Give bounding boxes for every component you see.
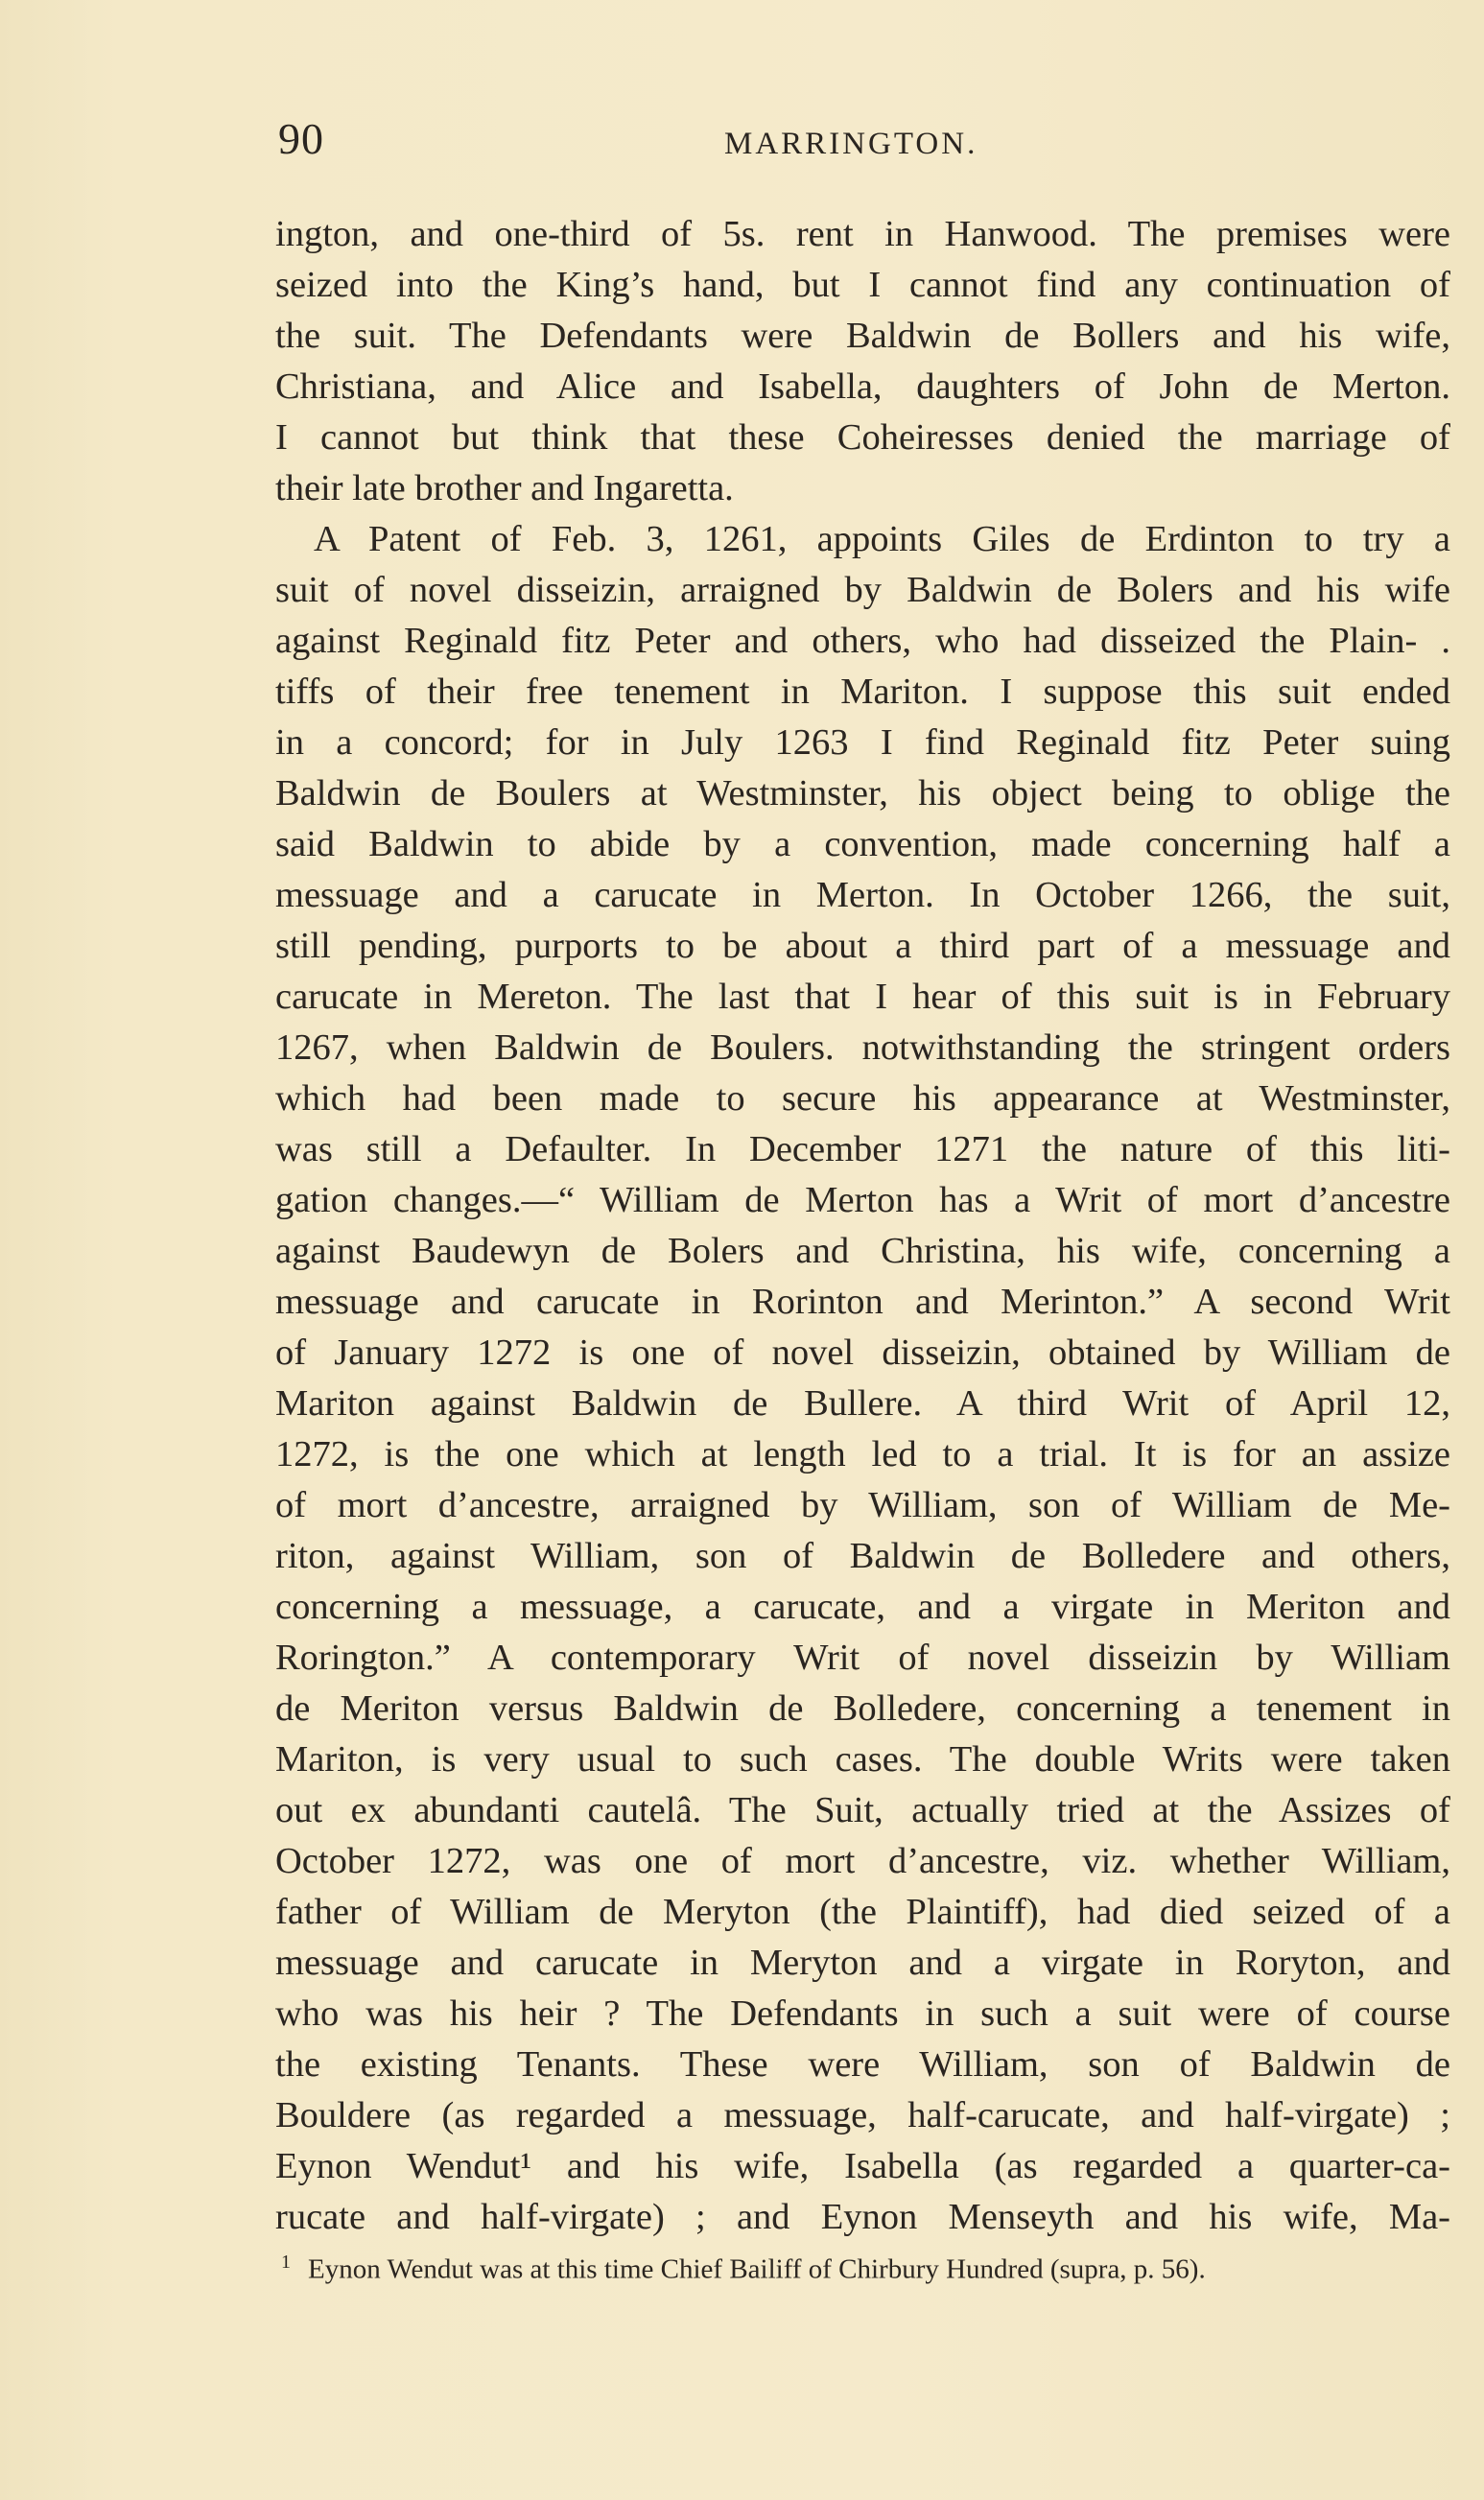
text-line: suit of novel disseizin, arraigned by Baldwin de Bolers and his wife: [275, 570, 1450, 610]
text-line: out ex abundanti cautelâ. The Suit, actually tried at the Assizes of: [275, 1790, 1450, 1830]
text-line: messuage and carucate in Rorinton and Merinton.” A second Writ: [275, 1282, 1450, 1322]
text-line: Rorington.” A contemporary Writ of novel disseizin by William: [275, 1638, 1450, 1678]
text-line: still pending, purports to be about a third part of a messuage and: [275, 926, 1450, 966]
body-text: [275, 209, 1450, 2243]
text-line: seized into the King’s hand, but I cannot find any continuation of: [275, 265, 1450, 305]
text-line: their late brother and Ingaretta.: [275, 468, 734, 508]
text-line: 1267, when Baldwin de Boulers. notwithstanding the stringent orders: [275, 1027, 1450, 1068]
text-line: tiffs of their free tenement in Mariton. I suppose this suit ended: [275, 672, 1450, 712]
running-title: MARRINGTON.: [724, 127, 978, 161]
text-line: father of William de Meryton (the Plaintiff), had died seized of a: [275, 1892, 1450, 1932]
text-line: Christiana, and Alice and Isabella, daughters of John de Merton.: [275, 366, 1450, 407]
text-line: of mort d’ancestre, arraigned by William, son of William de Me-: [275, 1485, 1450, 1525]
text-line: carucate in Mereton. The last that I hear of this suit is in February: [275, 977, 1450, 1017]
text-line: Baldwin de Boulers at Westminster, his object being to oblige the: [275, 773, 1450, 814]
text-line: gation changes.—“ William de Merton has a Writ of mort d’ancestre: [275, 1180, 1450, 1220]
page-number: 90: [278, 114, 324, 163]
text-line: I cannot but think that these Coheiresses denied the marriage of: [275, 417, 1450, 458]
text-line: 1272, is the one which at length led to a trial. It is for an assize: [275, 1434, 1450, 1474]
text-line: messuage and a carucate in Merton. In October 1266, the suit,: [275, 875, 1450, 915]
text-line: rucate and half-virgate) ; and Eynon Menseyth and his wife, Ma-: [275, 2197, 1450, 2237]
text-line: October 1272, was one of mort d’ancestre, viz. whether William,: [275, 1841, 1450, 1881]
text-line: against Baudewyn de Bolers and Christina, his wife, concerning a: [275, 1231, 1450, 1271]
text-line: said Baldwin to abide by a convention, made concerning half a: [275, 824, 1450, 864]
text-line: Eynon Wendut¹ and his wife, Isabella (as regarded a quarter-ca-: [275, 2146, 1450, 2186]
text-line: Bouldere (as regarded a messuage, half-carucate, and half-virgate) ;: [275, 2095, 1450, 2135]
text-line: of January 1272 is one of novel disseizin, obtained by William de: [275, 1333, 1450, 1373]
text-line: which had been made to secure his appearance at Westminster,: [275, 1078, 1450, 1119]
text-line: Mariton against Baldwin de Bullere. A third Writ of April 12,: [275, 1383, 1450, 1424]
text-line: the existing Tenants. These were William, son of Baldwin de: [275, 2044, 1450, 2085]
text-line: in a concord; for in July 1263 I find Reginald fitz Peter suing: [275, 722, 1450, 763]
footnote-marker: 1: [281, 2252, 291, 2273]
text-line: concerning a messuage, a carucate, and a virgate in Meriton and: [275, 1587, 1450, 1627]
text-line: de Meriton versus Baldwin de Bolledere, concerning a tenement in: [275, 1688, 1450, 1729]
text-line: riton, against William, son of Baldwin de Bolledere and others,: [275, 1536, 1450, 1576]
text-line: messuage and carucate in Meryton and a virgate in Roryton, and: [275, 1943, 1450, 1983]
text-line: A Patent of Feb. 3, 1261, appoints Giles de Erdinton to try a: [314, 519, 1450, 559]
text-line: Mariton, is very usual to such cases. The double Writs were taken: [275, 1739, 1450, 1780]
text-line: was still a Defaulter. In December 1271 the nature of this liti-: [275, 1129, 1450, 1169]
text-line: ington, and one-third of 5s. rent in Hanwood. The premises were: [275, 214, 1450, 254]
text-line: against Reginald fitz Peter and others, who had disseized the Plain- .: [275, 621, 1450, 661]
footnote: [275, 2243, 1456, 2289]
text-line: who was his heir ? The Defendants in such a suit were of course: [275, 1993, 1450, 2034]
footnote-text: Eynon Wendut was at this time Chief Bailiff of Chirbury Hundred (supra, p. 56).: [308, 2253, 1206, 2285]
page-header: [278, 113, 1477, 171]
text-line: the suit. The Defendants were Baldwin de Bollers and his wife,: [275, 316, 1450, 356]
